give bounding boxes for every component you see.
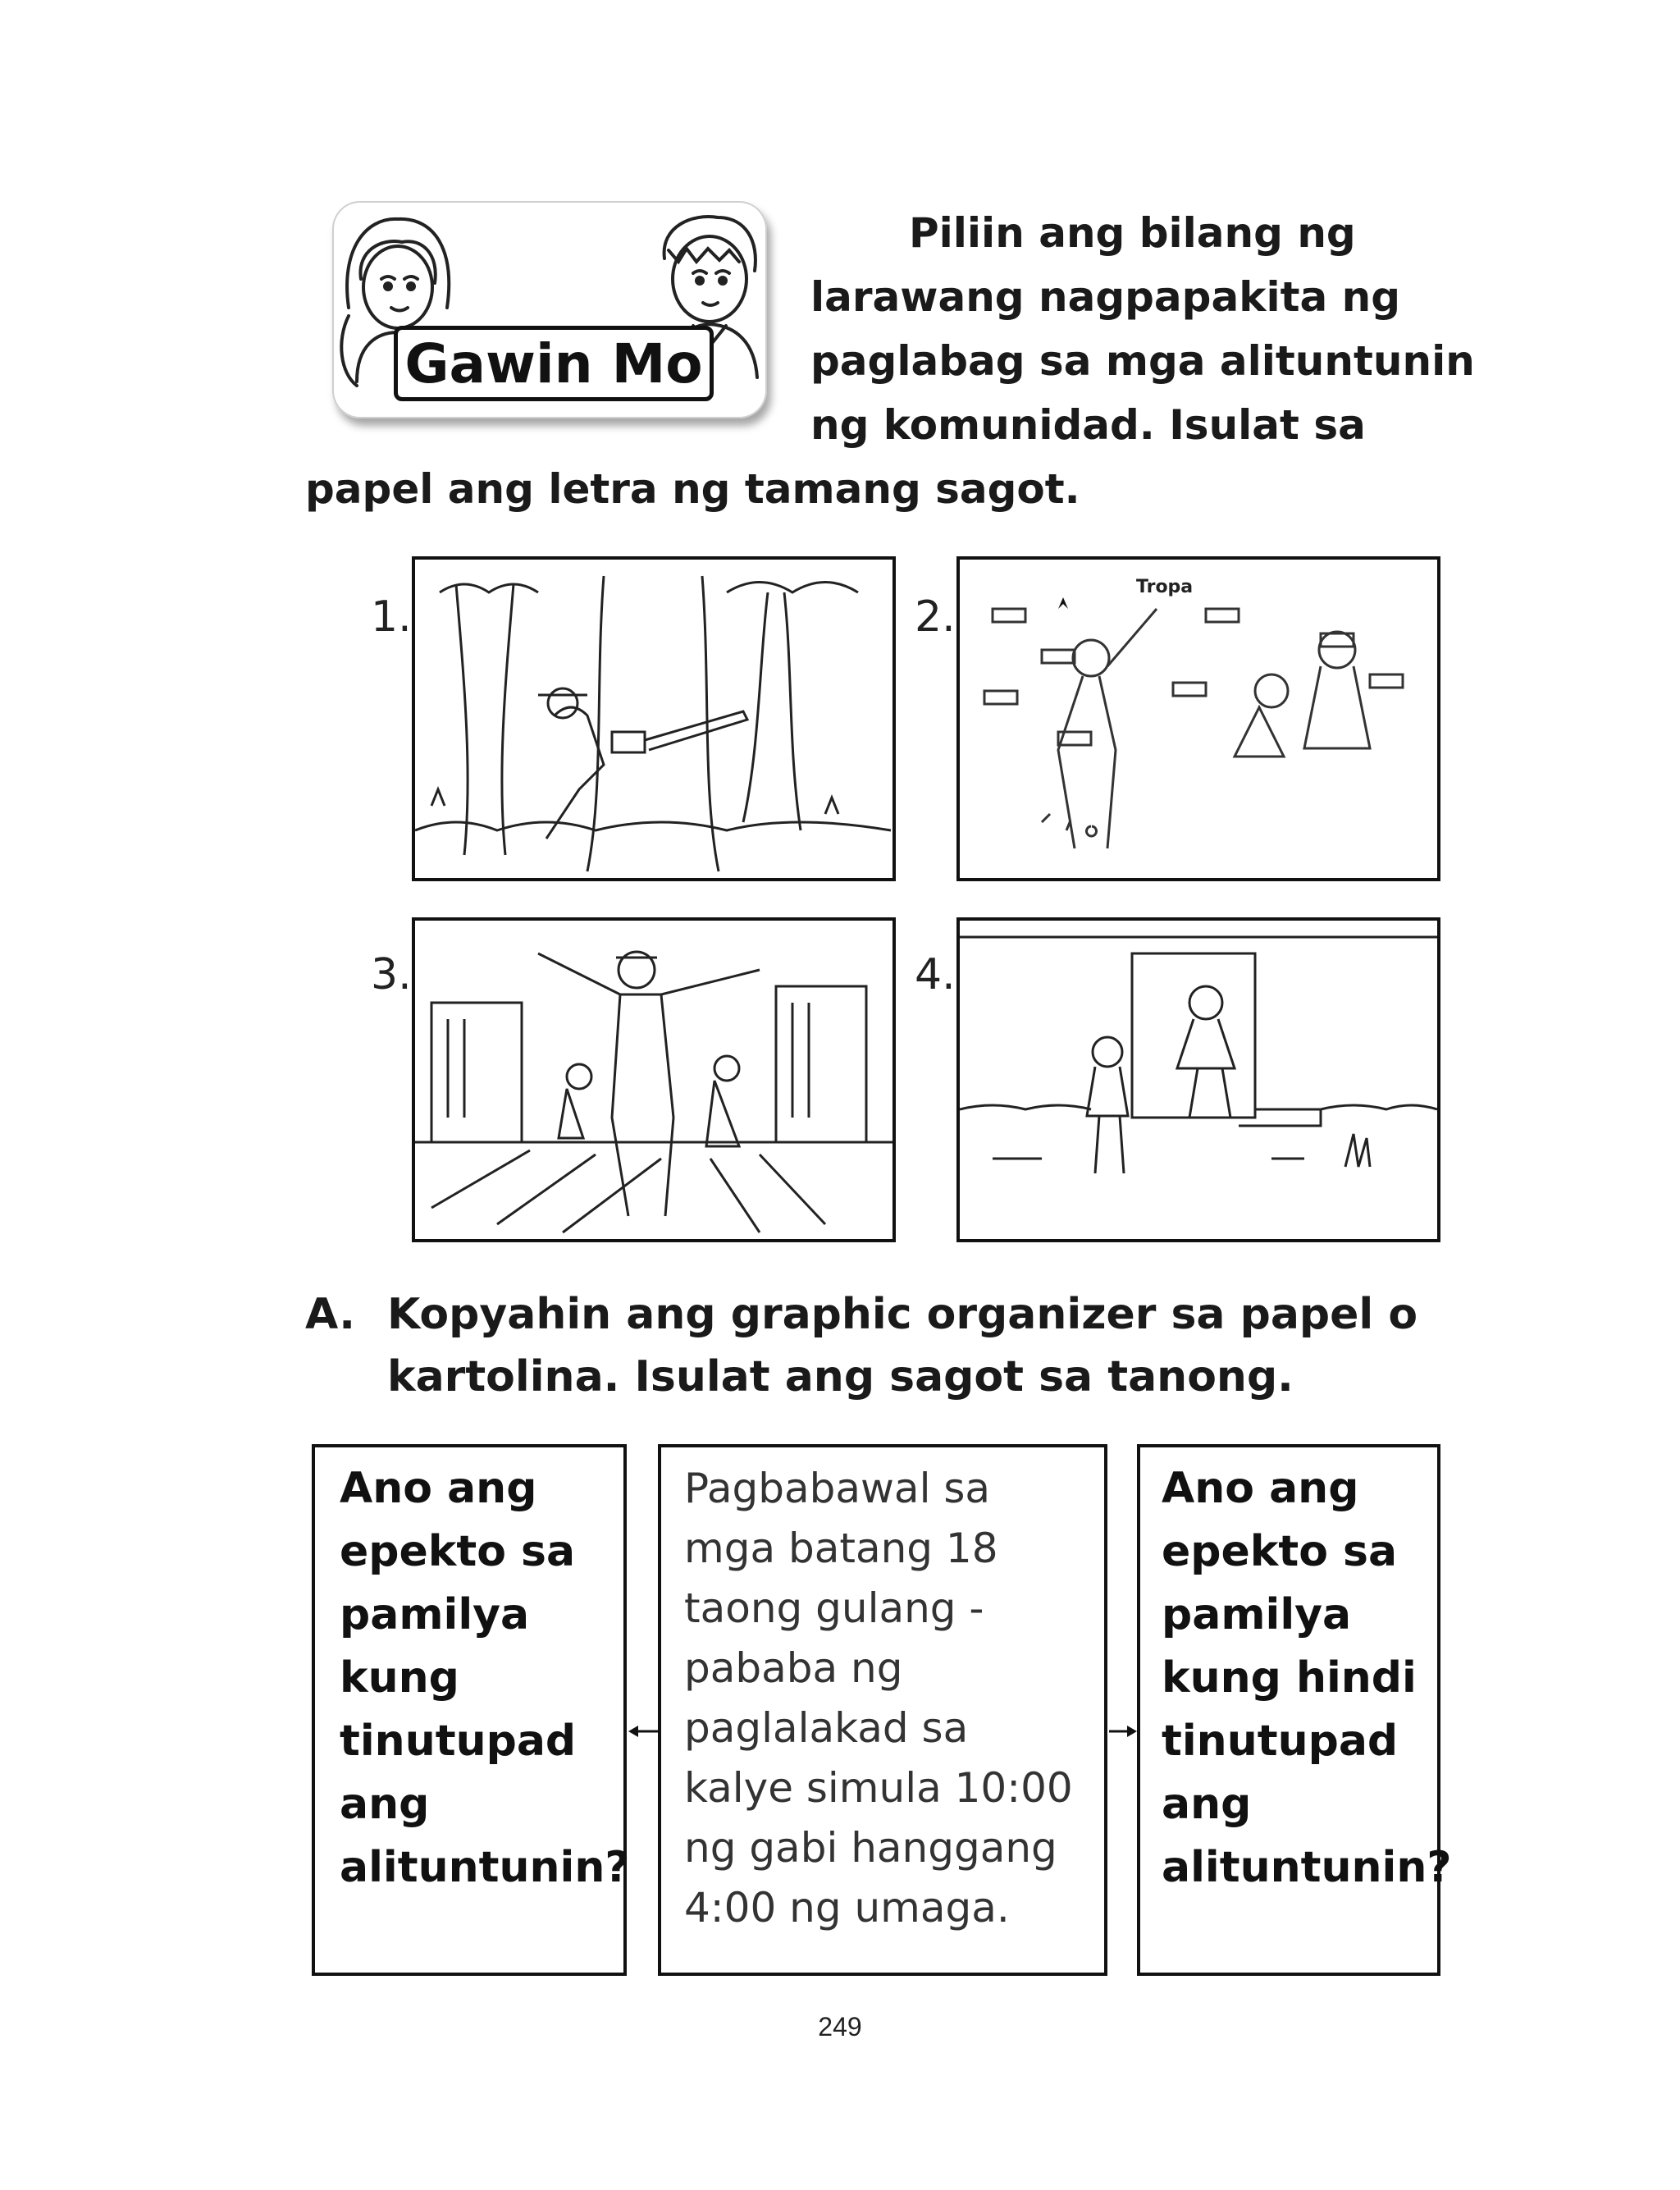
graffiti-text: Tropa [1136,577,1194,597]
left-arrow-icon [627,1723,660,1740]
page-number: 249 [818,2012,862,2041]
picture-number-4: 4. [915,950,956,999]
organizer-right-box [1137,1444,1452,1976]
organizer-right-question: Ano ang epekto sa pamilya kung hindi tinutupad ang alituntunin? [1162,1464,1452,1892]
organizer-left-box [312,1444,630,1976]
picture-number-3: 3. [371,950,412,999]
doorway-children-image [960,921,1437,1239]
traffic-enforcer-image [415,921,892,1239]
banner-label: Gawin Mo [394,326,714,401]
picture-number-2: 2. [915,592,956,642]
instruction-line-5: papel ang letra ng tamang sagot. [305,465,1080,513]
instruction-line-4: ng komunidad. Isulat sa [810,401,1366,449]
instruction-line-2: larawang nagpapakita ng [810,273,1401,321]
organizer-middle-text: Pagbabawal sa mga batang 18 taong gulang - pababa ng paglalakad sa kalye simula 10:00 ng gabi hanggang 4:00 ng umaga. [684,1465,1073,1932]
right-arrow-icon [1107,1723,1139,1740]
picture-frame-2 [956,556,1440,881]
picture-frame-4 [956,917,1440,1242]
picture-frame-3 [412,917,896,1242]
section-a-line-1: Kopyahin ang graphic organizer sa papel o [387,1290,1418,1339]
picture-frame-1 [412,556,896,881]
gawin-mo-banner [332,201,767,418]
organizer-middle-box [658,1444,1107,1976]
instruction-line-3: paglabag sa mga alituntunin [810,337,1475,385]
organizer-left-question: Ano ang epekto sa pamilya kung tinutupad ang alituntunin? [340,1464,630,1892]
picture-number-1: 1. [371,592,412,642]
graffiti-wall-image [960,560,1437,878]
section-a-letter: A. [305,1290,355,1339]
section-a-line-2: kartolina. Isulat ang sagot sa tanong. [387,1352,1294,1401]
chainsaw-tree-cutting-image [415,560,892,878]
instruction-line-1: Piliin ang bilang ng [909,209,1356,257]
